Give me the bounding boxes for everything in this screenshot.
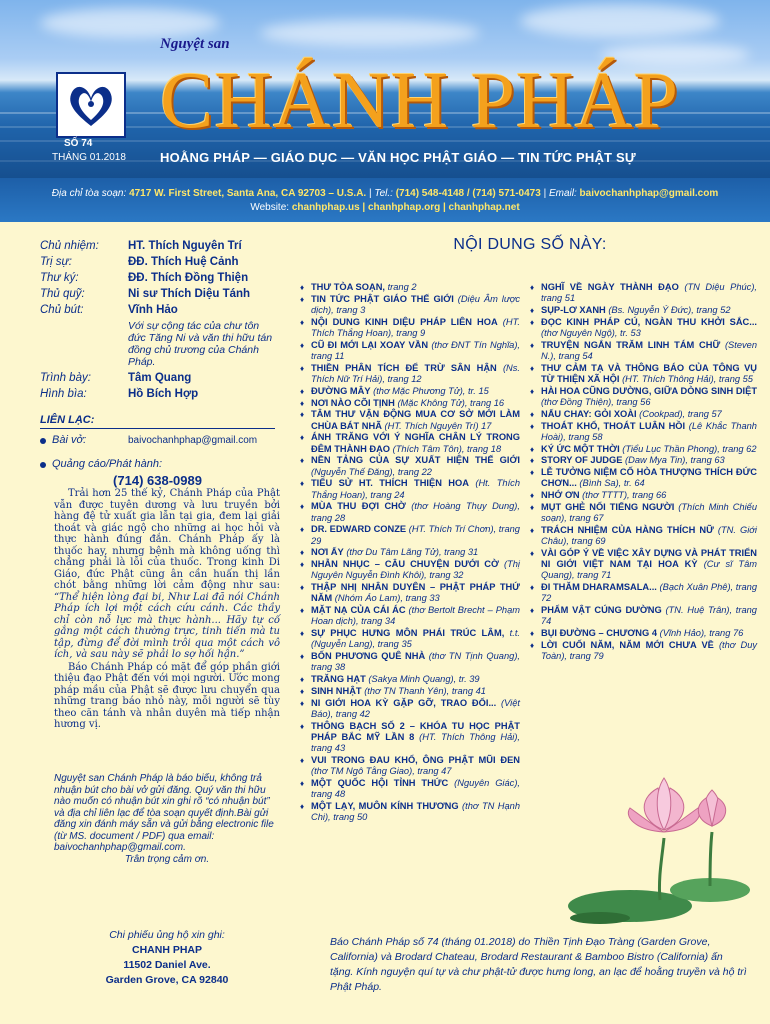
article-byline: (thơ TM Ngô Tằng Giao), trang 47 <box>311 766 452 777</box>
article-byline: (Tiểu Lục Thần Phong), trang 62 <box>619 443 757 454</box>
contents-item[interactable] <box>300 282 520 293</box>
contents-item[interactable] <box>300 755 520 777</box>
diamond-bullet-icon: ♦ <box>530 640 535 650</box>
contents-item[interactable] <box>530 582 757 604</box>
staff-role: Hình bìa: <box>40 388 87 400</box>
article-byline: (Daw Mya Tin), trang 63 <box>622 455 725 466</box>
contents-item[interactable] <box>530 548 757 582</box>
contents-item[interactable] <box>530 444 757 455</box>
article-title: BỐN PHƯƠNG QUÊ NHÀ <box>311 651 426 662</box>
article-title: SỰ PHỤC HƯNG MÔN PHÁI TRÚC LÂM, <box>311 628 505 639</box>
contents-item[interactable] <box>530 525 757 547</box>
staff-note: Với sự cộng tác của chư tôn đức Tăng Ni và văn thi hữu tán đồng chủ trương của Chánh Pháp. <box>128 320 273 368</box>
masthead-title: CHÁNH PHÁP <box>160 57 679 145</box>
article-title: THIỀN PHÂN TÍCH ĐỂ TRỪ SÂN HẬN <box>311 362 497 373</box>
article-byline: (Mặc Không Tử), trang 16 <box>394 397 505 408</box>
diamond-bullet-icon: ♦ <box>300 675 305 685</box>
staff-name: Hồ Bích Hợp <box>128 388 199 400</box>
buddha-quote: “Thể hiện lòng đại bi, Như Lai đã nói Chánh Pháp ích lợi một cách cứu cánh. Các thầy chỉ còn nỗ lực mà thực hành... Hãy tự cố gắng một cách thường trực, tinh tiến mà tu tập, đừng để đời mình trôi qua một cách vô ích, và sau này sẽ phải lo sợ hối hận.” <box>54 591 280 660</box>
article-byline: (thơ ĐNT Tín Nghĩa), trang 11 <box>311 339 521 361</box>
diamond-bullet-icon: ♦ <box>300 283 305 292</box>
article-title: TRÁCH NHIỆM CỦA HÀNG THÍCH NỮ <box>541 524 714 535</box>
diamond-bullet-icon: ♦ <box>530 317 535 327</box>
contents-item[interactable] <box>300 340 520 362</box>
article-byline: (Thích Minh Chiếu soạn), trang 67 <box>541 501 757 524</box>
diamond-bullet-icon: ♦ <box>300 629 305 639</box>
diamond-bullet-icon: ♦ <box>300 294 305 304</box>
article-title: THOÁT KHỔ, THOÁT LUÂN HỒI <box>541 420 686 431</box>
article-title: TÂM THƯ VẬN ĐỘNG MUA CƠ SỞ MỚI LÀM CHÙA BÁT NHÃ <box>311 409 520 431</box>
article-title: PHẨM VẬT CÚNG DƯỜNG <box>541 605 662 616</box>
street-address: 4717 W. First Street, Santa Ana, CA 92703 – U.S.A. <box>129 188 367 199</box>
contents-column-1 <box>300 282 520 824</box>
ads-label: Quảng cáo/Phát hành: <box>52 458 163 470</box>
article-title: KÝ ỨC MỘT THỜI <box>541 443 620 454</box>
donation-street: 11502 Daniel Ave. <box>123 959 211 971</box>
article-byline: (HT. Thích Nguyên Trí) 17 <box>381 420 492 431</box>
article-byline: (Bạch Xuân Phê), trang 72 <box>541 582 757 604</box>
contents-item[interactable] <box>530 386 757 408</box>
diamond-bullet-icon: ♦ <box>300 583 305 593</box>
staff-name: ĐĐ. Thích Đồng Thiện <box>128 272 249 284</box>
articles-email-link[interactable]: baivochanhphap@gmail.com <box>128 435 258 446</box>
article-byline: (thơ Duy Toàn), trang 79 <box>541 639 758 662</box>
article-title: THẬP NHỊ NHÂN DUYÊN – PHẬT PHÁP THỨ NĂM <box>311 582 520 604</box>
article-byline: (Cư sĩ Tâm Quang), trang 71 <box>541 559 757 581</box>
staff-role: Trình bày: <box>40 372 91 384</box>
intro-paragraph: Trải hơn 25 thế kỷ, Chánh Pháp của Phật vẫn được tuyên dương và lưu truyền bởi hàng đệ tử xuất gia lẫn tại gia, đem lại giải thoát và giác ngộ cho những ai học hỏi và thực hành đúng đắn. Chánh Pháp ấy là thuốc hay, nhưng bệnh mà không uống thì chẳng phải là lỗi của thuốc. Trong kinh Di Giáo, đức Phật cũng ân cần huấn thị lần chót bằng những lời cảm động như sau: <box>54 488 280 591</box>
diamond-bullet-icon: ♦ <box>300 721 305 731</box>
article-title: ĐỌC KINH PHÁP CÚ, NGÀN THU KHỞI SẮC... <box>541 316 757 327</box>
contents-item[interactable] <box>530 421 757 443</box>
email-label: Email: <box>548 188 577 199</box>
diamond-bullet-icon: ♦ <box>300 456 305 466</box>
contents-item[interactable] <box>300 294 520 316</box>
contents-item[interactable] <box>300 801 520 823</box>
sponsor-note: Báo Chánh Pháp số 74 (tháng 01.2018) do Thiền Tịnh Đạo Tràng (Garden Grove, California) và Brodard Chateau, Brodard Restaurant & Bamboo Bistro (California) ấn tặng. Kính nguyện quí tự và chư phật-tử được hưng long, an lạc để hoằng truyền và hộ trì Phật Pháp. <box>330 936 747 993</box>
article-byline: (Ht. Thích Thắng Hoan), trang 24 <box>311 478 520 500</box>
article-byline: (thơ Hoàng Thụy Dung), trang 28 <box>311 501 520 523</box>
article-byline: (HT. Thích Thông Hải), trang 55 <box>619 374 753 384</box>
article-byline: (TN Diệu Phúc), trang 51 <box>541 282 757 304</box>
article-byline: (thơ TN Tịnh Quang), trang 38 <box>311 651 520 673</box>
article-byline: (thơ Nguyên Ngộ), tr. 53 <box>541 328 641 338</box>
intro-text <box>54 488 280 732</box>
article-byline: (thơ Mặc Phương Tử), tr. 15 <box>370 385 489 396</box>
diamond-bullet-icon: ♦ <box>530 386 535 396</box>
contents-item[interactable] <box>300 686 520 697</box>
tel-numbers: (714) 548-4148 / (714) 571-0473 <box>395 188 541 199</box>
diamond-bullet-icon: ♦ <box>530 583 535 593</box>
contents-item[interactable] <box>300 363 520 385</box>
article-byline: (Ns. Thích Nữ Trí Hải), trang 12 <box>311 362 520 384</box>
address-strip: Địa chỉ tòa soạn: 4717 W. First Street, Santa Ana, CA 92703 – U.S.A. | Tel.: (714) 548-4148 / (714) 571-0473 | Email: baivochanhphap@gmail.com Website: chanhphap.us | chanhphap.org | chanhphap.net <box>0 178 770 222</box>
diamond-bullet-icon: ♦ <box>300 755 305 765</box>
contents-item[interactable] <box>300 582 520 604</box>
article-byline: (HT. Thích Thông Hải), trang 43 <box>311 731 520 754</box>
article-byline: (thơ Du Tâm Lãng Tử), trang 31 <box>343 547 479 558</box>
article-title: VÀI GÓP Ý VỀ VIỆC XÂY DỰNG VÀ PHÁT TRIỂN NI GIỚI VIỆT NAM TẠI HOA KỲ <box>541 547 757 570</box>
contents-item[interactable] <box>300 651 520 673</box>
address-label: Địa chỉ tòa soạn: <box>51 188 127 199</box>
article-title: TRUYỆN NGẮN TRĂM LINH TÁM CHỮ <box>541 339 721 350</box>
staff-name: ĐĐ. Thích Huệ Cảnh <box>128 256 239 268</box>
article-title: MỤT GHẺ NỔI TIẾNG NGƯỜI <box>541 501 675 512</box>
donation-info <box>54 928 280 988</box>
contents-item[interactable] <box>530 305 757 316</box>
submission-text: Nguyệt san Chánh Pháp là báo biếu, không trả nhuận bút cho bài vở gửi đăng. Quý văn thi hữu nào muốn có nhuận bút xin ghi rõ “có nhuận bút” và địa chỉ liên lạc để tòa soạn quyết định.Bài gửi đăng xin đánh máy sẵn và gửi bằng electronic file (từ MS. document / PDF) qua email: <box>54 773 274 842</box>
article-byline: (TN. Huệ Trân), trang 74 <box>541 605 757 627</box>
bullet-icon <box>40 462 46 468</box>
staff-role: Trị sự: <box>40 256 72 268</box>
diamond-bullet-icon: ♦ <box>300 548 305 558</box>
article-byline: (Sakya Minh Quang), tr. 39 <box>365 674 480 685</box>
article-byline: (thơ TTTT), trang 66 <box>579 490 667 501</box>
staff-role: Thư ký: <box>40 272 79 284</box>
article-byline: (Thích Tâm Tôn), trang 18 <box>390 443 502 454</box>
article-byline: (TN. Giới Châu), trang 69 <box>541 524 757 547</box>
contents-item[interactable] <box>530 455 757 466</box>
staff-name: HT. Thích Nguyên Trí <box>128 240 242 252</box>
diamond-bullet-icon: ♦ <box>300 479 305 489</box>
article-title: HÀI HOA CŨNG DƯỜNG, GIỮA DÒNG SINH DIỆT <box>541 385 757 396</box>
diamond-bullet-icon: ♦ <box>300 698 305 708</box>
diamond-bullet-icon: ♦ <box>300 410 305 420</box>
diamond-bullet-icon: ♦ <box>530 456 535 466</box>
diamond-bullet-icon: ♦ <box>300 398 305 408</box>
article-title: TRĂNG HẠT <box>311 674 366 685</box>
article-byline: (Cookpad), trang 57 <box>636 408 722 419</box>
diamond-bullet-icon: ♦ <box>300 606 305 616</box>
contents-item[interactable] <box>530 502 757 524</box>
diamond-bullet-icon: ♦ <box>530 421 535 431</box>
article-byline: (Steven N.), trang 54 <box>541 339 757 361</box>
article-title: NẤU CHAY: GỎI XOÀI <box>541 408 637 419</box>
article-byline: (Lê Khắc Thanh Hoài), trang 58 <box>541 420 757 442</box>
contents-item[interactable] <box>300 559 520 581</box>
contents-item[interactable] <box>300 409 520 431</box>
article-byline: (Vĩnh Hảo), trang 76 <box>657 628 744 639</box>
contents-item[interactable] <box>300 455 520 477</box>
contents-item[interactable] <box>300 698 520 720</box>
issue-number: SỐ 74 <box>64 138 93 149</box>
article-title: VUI TRONG ĐAU KHỔ, ÔNG PHẬT MŨI ĐEN <box>311 754 520 765</box>
email-link[interactable]: baivochanhphap@gmail.com <box>579 188 719 199</box>
article-title: NI GIỚI HOA KỲ GẶP GỠ, TRAO ĐỔI... <box>311 697 497 708</box>
article-byline: (Việt Báo), trang 42 <box>311 697 520 719</box>
article-title: CŨ ĐI MỚI LẠI XOAY VẦN <box>311 339 429 350</box>
articles-label: Bài vở: <box>52 434 87 446</box>
diamond-bullet-icon: ♦ <box>300 363 305 373</box>
article-title: ÁNH TRĂNG VỚI Ý NGHĨA CHÂN LÝ TRONG ĐÊM THÀNH ĐẠO <box>311 432 520 454</box>
article-title: NỀN TẢNG CỦA SỰ XUẤT HIỆN THẾ GIỚI <box>311 455 520 466</box>
contents-item[interactable] <box>530 605 757 627</box>
diamond-bullet-icon: ♦ <box>530 340 535 350</box>
contents-item[interactable] <box>300 524 520 546</box>
diamond-bullet-icon: ♦ <box>530 409 535 419</box>
contents-item[interactable] <box>530 340 757 362</box>
article-title: SỤP-LƠ XANH <box>541 305 606 315</box>
donation-payee: CHANH PHAP <box>131 944 202 956</box>
bullet-icon <box>40 438 46 444</box>
article-title: NHỚ ƠN <box>541 490 580 501</box>
contents-item[interactable] <box>300 778 520 800</box>
diamond-bullet-icon: ♦ <box>530 468 535 478</box>
issue-date: THÁNG 01.2018 <box>52 152 126 163</box>
contents-item[interactable] <box>530 490 757 501</box>
contents-item[interactable] <box>530 282 757 304</box>
article-byline: (HT. Thích Trí Chơn), trang 29 <box>311 524 520 546</box>
article-title: THÔNG BẠCH SỐ 2 – KHÓA TU HỌC PHẬT PHÁP BẮC MỸ LẦN 8 <box>311 720 520 742</box>
diamond-bullet-icon: ♦ <box>300 317 305 327</box>
article-title: THƯ TÒA SOẠN, <box>311 282 385 292</box>
submission-email-link[interactable]: baivochanhphap@gmail.com. <box>54 842 186 853</box>
contents-item[interactable] <box>300 478 520 500</box>
article-byline: (Bình Sa), tr. 64 <box>576 478 645 489</box>
diamond-bullet-icon: ♦ <box>300 778 305 788</box>
article-title: THƯ CẢM TẠ VÀ THÔNG BÁO CỦA TÔNG VỤ TỪ THIỆN XÃ HỘI <box>541 362 757 384</box>
article-byline: (Bs. Nguyễn Ý Đức), trang 52 <box>605 305 731 315</box>
article-byline: trang 2 <box>385 282 417 292</box>
article-title: STORY OF JUDGE <box>541 455 623 466</box>
tel-label: Tel.: <box>374 188 393 199</box>
article-title: MỘT QUỐC HỘI TỈNH THỨC <box>311 777 449 788</box>
contents-item[interactable] <box>300 605 520 627</box>
website-label: Website: <box>250 202 290 213</box>
contents-item[interactable] <box>300 721 520 755</box>
contents-item[interactable] <box>300 674 520 685</box>
diamond-bullet-icon: ♦ <box>530 629 535 639</box>
contents-item[interactable] <box>530 317 757 339</box>
diamond-bullet-icon: ♦ <box>300 386 305 396</box>
diamond-bullet-icon: ♦ <box>300 686 305 696</box>
article-title: TIN TỨC PHẬT GIÁO THẾ GIỚI <box>311 293 454 304</box>
article-byline: (thơ TN Hạnh Chi), trang 50 <box>311 800 520 823</box>
staff-role: Chủ nhiệm: <box>40 240 99 252</box>
article-title: LỜI CUỐI NĂM, NĂM MỚI CHƯA VỀ <box>541 639 714 650</box>
diamond-bullet-icon: ♦ <box>530 491 535 501</box>
diamond-bullet-icon: ♦ <box>300 652 305 662</box>
article-title: ĐI THĂM DHARAMSALA... <box>541 582 657 593</box>
article-byline: (Nguyễn Thế Đăng), trang 22 <box>311 466 432 477</box>
article-byline: (HT. Thích Thắng Hoan), trang 9 <box>311 316 520 338</box>
diamond-bullet-icon: ♦ <box>300 340 305 350</box>
article-title: SINH NHẬT <box>311 685 362 696</box>
article-title: DR. EDWARD CONZE <box>311 524 407 535</box>
thanks-line: Trân trọng cảm ơn. <box>124 853 210 865</box>
submission-note <box>54 773 280 865</box>
intro-paragraph: Báo Chánh Pháp có mặt để góp phần giới thiệu đạo Phật đến với mọi người. Ước mong pháp mầu của Phật sẽ được lưu chuyển qua những trang báo nhỏ này, mỗi người sẽ tùy theo căn tánh và nhân duyên mà tiếp nhận hương vị. <box>54 661 280 730</box>
article-byline: (Diệu Âm lược dịch), trang 3 <box>311 293 520 315</box>
lotus-illustration <box>560 768 760 928</box>
diamond-bullet-icon: ♦ <box>300 525 305 535</box>
article-title: TIỂU SỬ HT. THÍCH THIỆN HOA <box>311 478 469 489</box>
diamond-bullet-icon: ♦ <box>530 606 535 616</box>
contents-column-2 <box>530 282 757 663</box>
donation-city: Garden Grove, CA 92840 <box>105 974 229 986</box>
contents-heading: NỘI DUNG SỐ NÀY: <box>453 236 607 253</box>
donation-heading: Chi phiếu ủng hộ xin ghi: <box>109 929 225 941</box>
contents-item[interactable] <box>530 628 757 639</box>
staff-role: Chủ bút: <box>40 304 84 316</box>
article-title: MÙA THU ĐỢI CHỜ <box>311 501 406 512</box>
article-byline: (thơ Đồng Thiện), trang 56 <box>541 397 651 407</box>
diamond-bullet-icon: ♦ <box>300 560 305 570</box>
article-title: NƠI NÀO CÕI TỊNH <box>311 397 395 408</box>
contents-item[interactable] <box>300 547 520 558</box>
diamond-bullet-icon: ♦ <box>530 502 535 512</box>
contents-item[interactable] <box>530 409 757 420</box>
article-byline: (Nguyên Giác), trang 48 <box>311 777 520 800</box>
staff-name: Tâm Quang <box>128 372 192 384</box>
masthead-banner <box>0 0 770 178</box>
contents-item[interactable] <box>300 317 520 339</box>
article-title: NỘI DUNG KINH DIỆU PHÁP LIÊN HOA <box>311 316 498 327</box>
article-title: ĐƯỜNG MÂY <box>311 385 371 396</box>
diamond-bullet-icon: ♦ <box>530 525 535 535</box>
contents-item[interactable] <box>300 386 520 397</box>
article-title: NGHĨ VỀ NGÀY THÀNH ĐẠO <box>541 282 679 292</box>
article-byline: (thơ Bertolt Brecht – Phạm Hoan dịch), trang 34 <box>311 605 520 627</box>
article-byline: (Nhóm Áo Lam), trang 33 <box>332 593 440 604</box>
staff-role: Thủ quỹ: <box>40 288 85 300</box>
publication-type: Nguyệt san <box>160 36 230 52</box>
diamond-bullet-icon: ♦ <box>530 548 535 558</box>
contact-heading: LIÊN LẠC: <box>40 414 95 426</box>
article-title: MẶT NẠ CỦA CÁI ÁC <box>311 605 406 616</box>
wheel-logo-icon <box>56 72 126 138</box>
website-links[interactable]: chanhphap.us | chanhphap.org | chanhphap.net <box>291 202 520 213</box>
divider <box>40 428 275 429</box>
article-title: BỤI ĐƯỜNG – CHƯƠNG 4 <box>541 628 658 639</box>
article-title: LỄ TƯỞNG NIỆM CỐ HÒA THƯỢNG THÍCH ĐỨC CHƠN... <box>541 467 757 489</box>
contents-item[interactable] <box>530 467 757 489</box>
diamond-bullet-icon: ♦ <box>530 363 535 373</box>
article-title: NHẪN NHỤC – CÂU CHUYỆN DƯỚI CỜ <box>311 559 499 570</box>
contents-item[interactable] <box>300 398 520 409</box>
diamond-bullet-icon: ♦ <box>300 801 305 811</box>
article-byline: t.t. (Nguyễn Lang), trang 35 <box>311 628 520 650</box>
contents-item[interactable] <box>300 432 520 454</box>
ads-phone: (714) 638-0989 <box>113 473 202 488</box>
tagline: HOẰNG PHÁP — GIÁO DỤC — VĂN HỌC PHẬT GIÁO — TIN TỨC PHẬT SỰ <box>160 150 636 165</box>
diamond-bullet-icon: ♦ <box>300 433 305 443</box>
contents-item[interactable] <box>530 640 757 662</box>
diamond-bullet-icon: ♦ <box>300 502 305 512</box>
staff-name: Vĩnh Hảo <box>128 304 178 316</box>
diamond-bullet-icon: ♦ <box>530 306 535 315</box>
article-title: NƠI ẤY <box>311 547 344 558</box>
contents-item[interactable] <box>300 501 520 523</box>
diamond-bullet-icon: ♦ <box>530 283 535 292</box>
staff-name: Ni sư Thích Diệu Tánh <box>128 288 251 300</box>
article-title: MỘT LẠY, MUÔN KÍNH THƯƠNG <box>311 800 459 811</box>
diamond-bullet-icon: ♦ <box>530 444 535 454</box>
article-byline: (thơ TN Thanh Yên), trang 41 <box>361 685 486 696</box>
article-byline: (Thị Nguyên Nguyễn Đình Khôi), trang 32 <box>311 559 520 581</box>
contents-item[interactable] <box>530 363 757 385</box>
contents-item[interactable] <box>300 628 520 650</box>
